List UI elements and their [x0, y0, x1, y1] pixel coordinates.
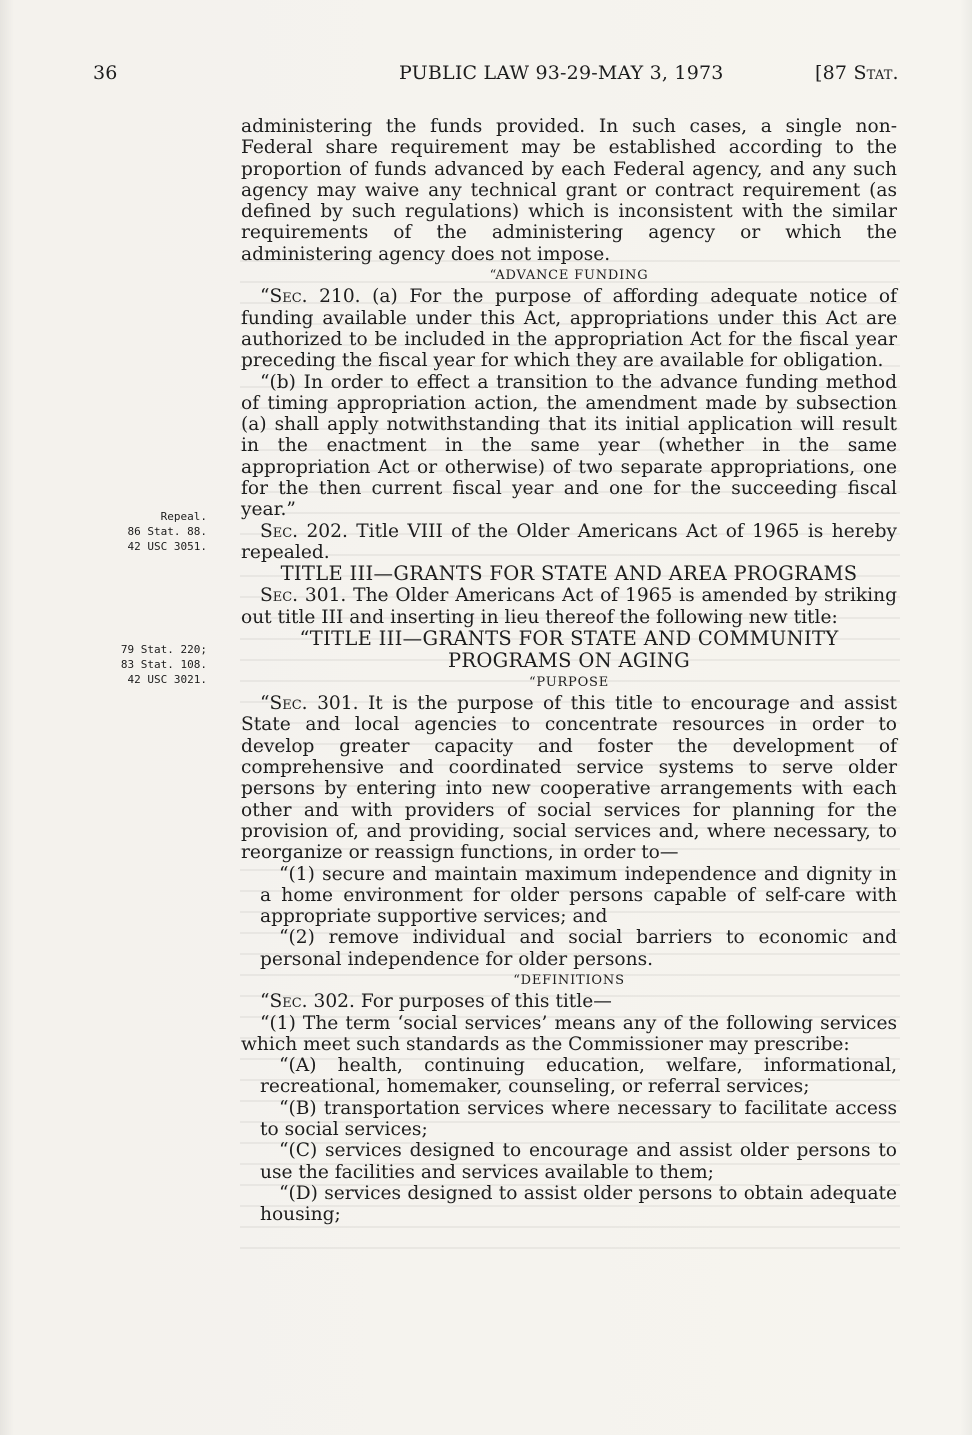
- title-iii-heading: TITLE III—GRANTS FOR STATE AND AREA PROGRAMS: [280, 562, 858, 586]
- heading-advance-funding: “ADVANCE FUNDING: [489, 268, 649, 284]
- purpose-item-2: “(2) remove individual and social barriers to economic and personal independence for older persons.: [260, 927, 897, 970]
- running-head-title: PUBLIC LAW 93-29-MAY 3, 1973: [399, 62, 724, 84]
- section-301-purpose: “Sec. 301. It is the purpose of this title to encourage and assist State and local agencies to concentrate resources in order to develop greater capacity and foster the development of comprehensive and coordinated service systems to serve older persons by entering into new cooperative arrangements with each other and with providers of social services for planning for the provision of, and providing, social services and, where necessary, to reorganize or reassign functions, in order to—: [241, 693, 897, 864]
- margin-note-line: 86 Stat. 88.: [127, 525, 207, 538]
- definition-1: “(1) The term ‘social services’ means any of the following services which meet such standards as the Commissioner may prescribe:: [241, 1012, 897, 1055]
- paragraph-continuation: administering the funds provided. In such cases, a single non-Federal share requirement may be established according to the proportion of funds advanced by each Federal agency, and any such agency may waive any technical grant or contract requirement (as defined by such regulations) which is inconsistent with the similar requirements of the administering agency or which the administering agency does not impose.: [241, 116, 897, 265]
- section-210-b: “(b) In order to effect a transition to the advance funding method of timing appropriation action, the amendment made by subsection (a) shall apply notwithstanding that its initial application will result in the enactment in the same year (whether in the same appropriation Act or otherwise) of two separate appropriations, one for the then current fiscal year and one for the succeeding fiscal year.”: [241, 371, 897, 521]
- heading-purpose: “PURPOSE: [528, 674, 610, 690]
- definition-a: “(A) health, continuing education, welfare, informational, recreational, homemaker, counseling, or referral services;: [260, 1055, 897, 1098]
- title-iii-new-heading: “TITLE III—GRANTS FOR STATE AND COMMUNITY PROGRAMS ON AGING: [299, 626, 839, 672]
- purpose-item-1: “(1) secure and maintain maximum independence and dignity in a home environment for older persons capable of self-care with appropriate supportive services; and: [260, 863, 897, 928]
- margin-note-line: 83 Stat. 108.: [120, 658, 207, 671]
- definition-d: “(D) services designed to assist older persons to obtain adequate housing;: [260, 1182, 897, 1226]
- section-210-a: “Sec. 210. (a) For the purpose of affording adequate notice of funding available under this Act, appropriations under this Act are authorized to be included in the appropriation Act for the fiscal year preceding the fiscal year for which they are available for obligation.: [241, 286, 897, 372]
- section-302: “Sec. 302. For purposes of this title—: [260, 991, 612, 1013]
- statute-reference: [87 Stat.: [815, 62, 899, 84]
- definition-b: “(B) transportation services where necessary to facilitate access to social services;: [260, 1097, 897, 1141]
- definition-c: “(C) services designed to encourage and assist older persons to use the facilities and services available to them;: [260, 1140, 897, 1183]
- page-number: 36: [93, 62, 118, 84]
- margin-note-repeal: [82, 509, 207, 554]
- margin-note-line: 79 Stat. 220;: [120, 643, 207, 656]
- margin-note-line: Repeal.: [160, 510, 207, 523]
- section-202: Sec. 202. Title VIII of the Older Americans Act of 1965 is hereby repealed.: [241, 520, 897, 563]
- section-301-amendment: Sec. 301. The Older Americans Act of 1965 is amended by striking out title III and inserting in lieu thereof the following new title:: [241, 585, 897, 628]
- margin-note-line: 42 USC 3051.: [127, 540, 207, 553]
- main-text: [241, 116, 897, 1226]
- margin-note-line: 42 USC 3021.: [127, 673, 207, 686]
- margin-note-title-iii: [82, 642, 207, 687]
- heading-definitions: “DEFINITIONS: [513, 972, 625, 988]
